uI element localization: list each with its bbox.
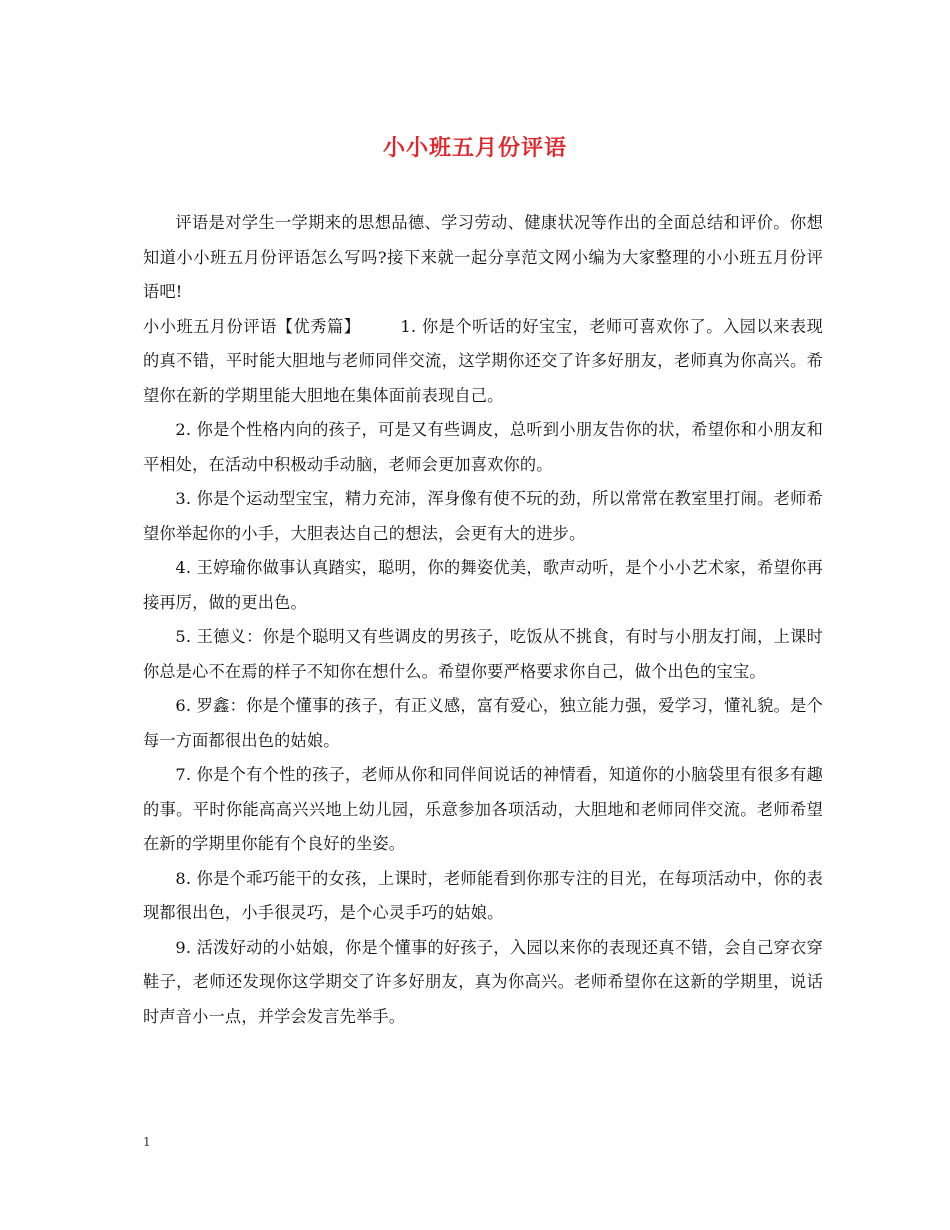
comment-item-5: 5. 王德义：你是个聪明又有些调皮的男孩子，吃饭从不挑食，有时与小朋友打闹，上课时你总是心不在焉的样子不知你在想什么。希望你要严格要求你自己，做个出色的宝宝。 xyxy=(143,627,823,681)
comment-item-2: 2. 你是个性格内向的孩子，可是又有些调皮，总听到小朋友告你的状，希望你和小朋友和平相处，在活动中积极动手动脑，老师会更加喜欢你的。 xyxy=(143,420,823,474)
section-heading-paragraph xyxy=(143,310,823,414)
page-number: 1 xyxy=(143,1135,151,1149)
intro-paragraph: 评语是对学生一学期来的思想品德、学习劳动、健康状况等作出的全面总结和评价。你想知道小小班五月份评语怎么写吗?接下来就一起分享范文网小编为大家整理的小小班五月份评语吧! xyxy=(143,213,823,301)
section-heading: 小小班五月份评语【优秀篇】 xyxy=(143,316,361,336)
comment-item-1: 1. 你是个听话的好宝宝，老师可喜欢你了。入园以来表现的真不错，平时能大胆地与老师同伴交流，这学期你还交了许多好朋友，老师真为你高兴。希望你在新的学期里能大胆地在集体面前表现自己。 xyxy=(143,316,823,405)
comment-item-6: 6. 罗鑫：你是个懂事的孩子，有正义感，富有爱心，独立能力强，爱学习，懂礼貌。是个每一方面都很出色的姑娘。 xyxy=(143,696,823,750)
comment-item-7: 7. 你是个有个性的孩子，老师从你和同伴间说话的神情看，知道你的小脑袋里有很多有趣的事。平时你能高高兴兴地上幼儿园，乐意参加各项活动，大胆地和老师同伴交流。老师希望在新的学期里你能有个良好的坐姿。 xyxy=(143,765,823,853)
comment-item-8: 8. 你是个乖巧能干的女孩，上课时，老师能看到你那专注的目光，在每项活动中，你的表现都很出色，小手很灵巧，是个心灵手巧的姑娘。 xyxy=(143,868,823,922)
comment-item-9: 9. 活泼好动的小姑娘，你是个懂事的好孩子，入园以来你的表现还真不错，会自己穿衣穿鞋子，老师还发现你这学期交了许多好朋友，真为你高兴。老师希望你在这新的学期里，说话时声音小一点，并学会发言先举手。 xyxy=(143,937,823,1026)
document-title: 小小班五月份评语 xyxy=(382,135,567,161)
comment-item-3: 3. 你是个运动型宝宝，精力充沛，浑身像有使不玩的劲，所以常常在教室里打闹。老师希望你举起你的小手，大胆表达自己的想法，会更有大的进步。 xyxy=(143,489,823,543)
document-body xyxy=(143,206,823,1034)
comment-item-4: 4. 王婷瑜你做事认真踏实，聪明，你的舞姿优美，歌声动听，是个小小艺术家，希望你再接再厉，做的更出色。 xyxy=(143,558,823,612)
